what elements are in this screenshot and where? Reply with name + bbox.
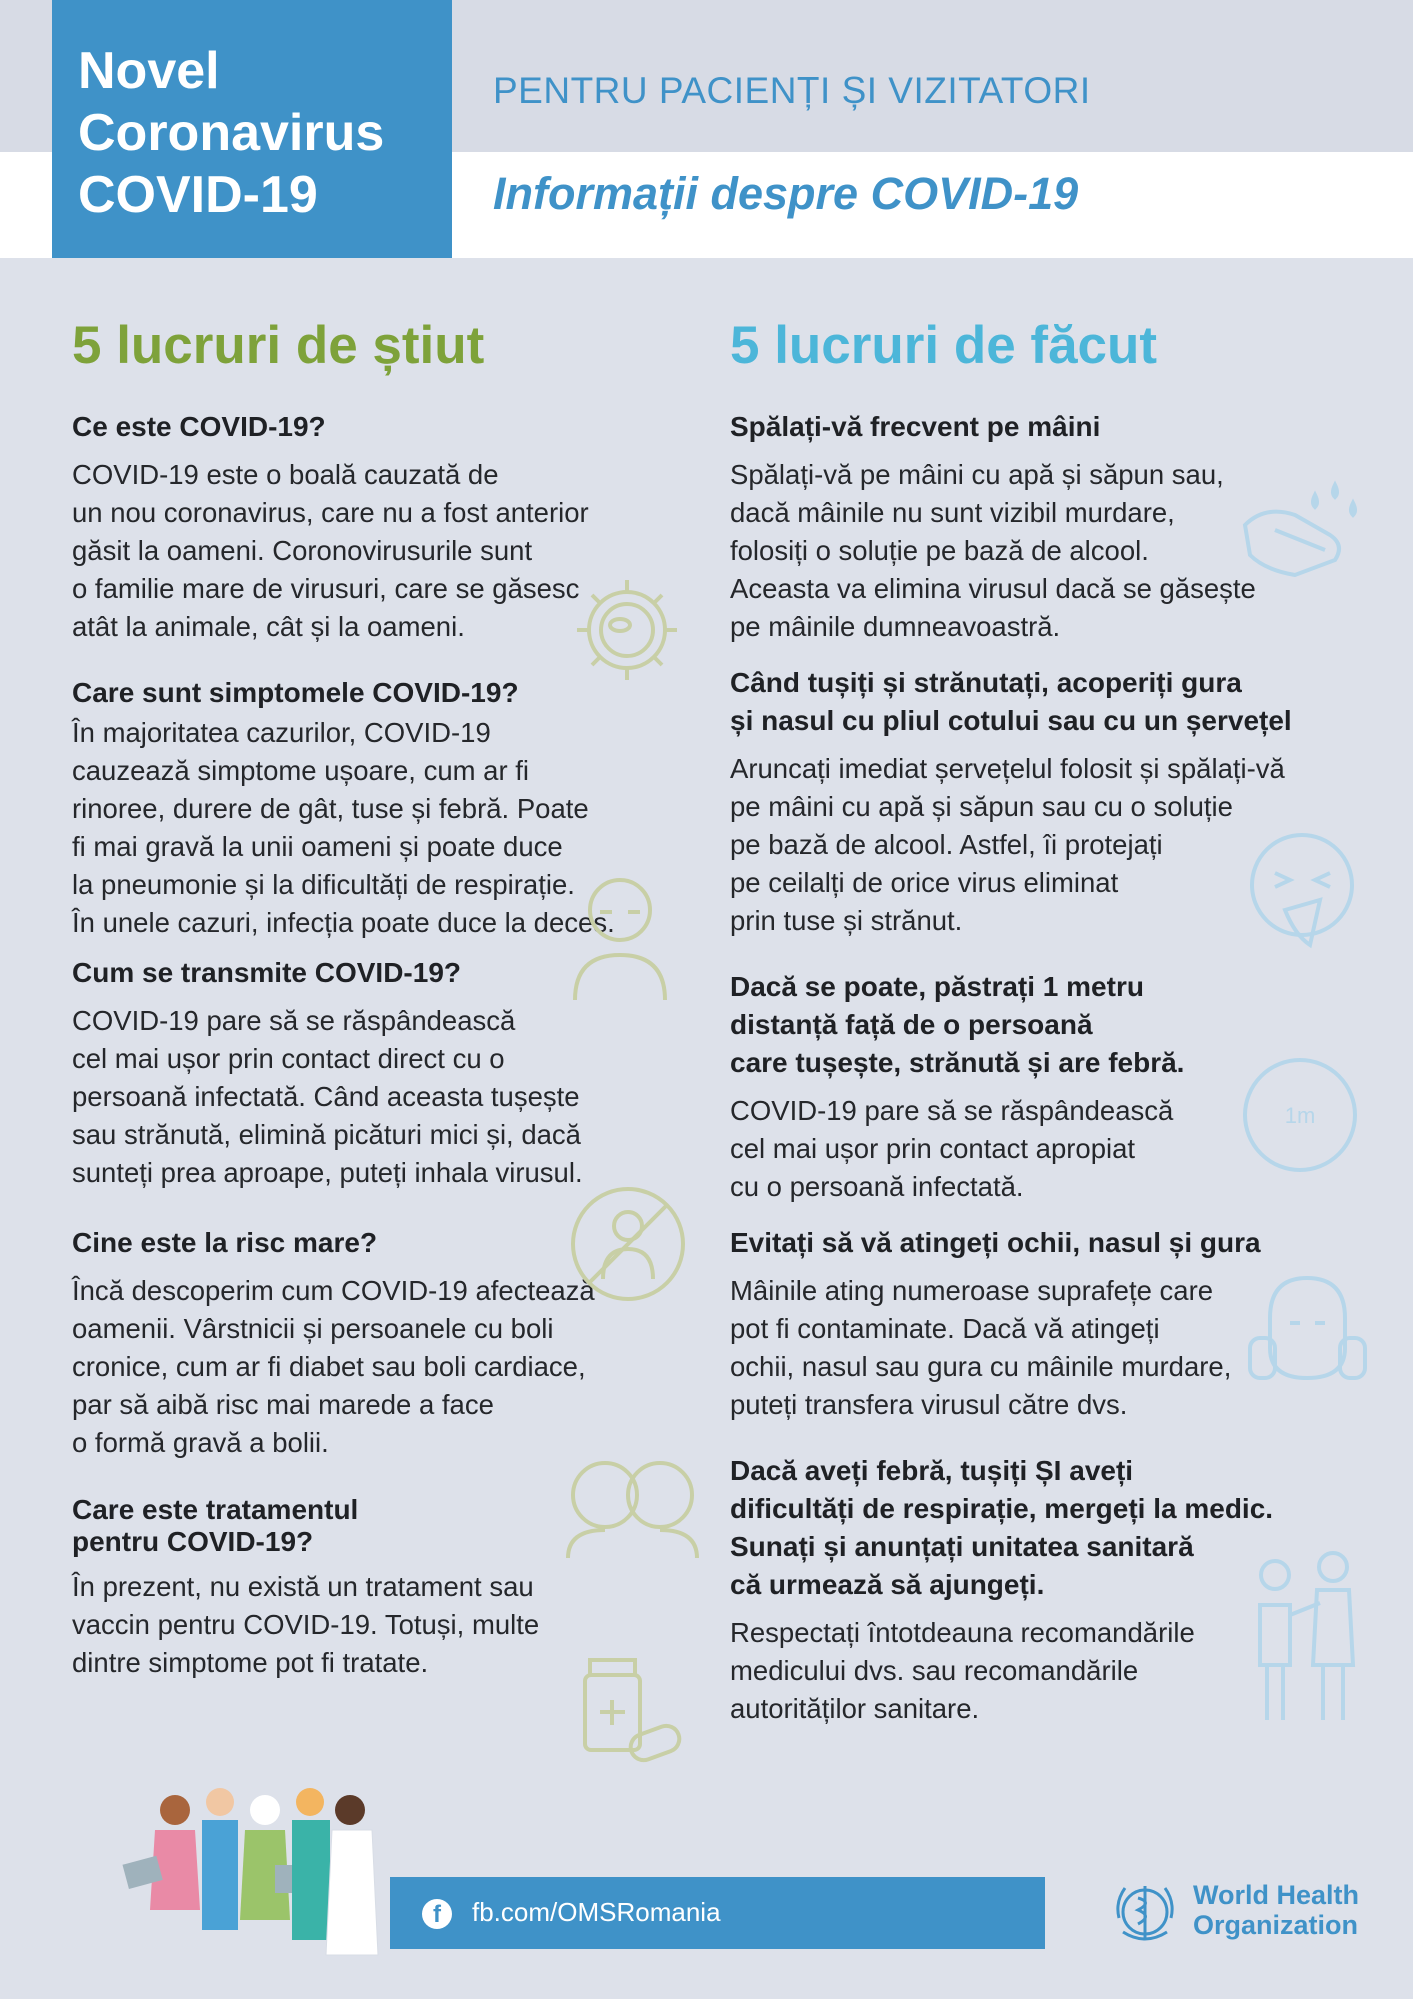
text-line: fi mai gravă la unii oameni și poate duce <box>72 831 563 862</box>
text-line: găsit la oameni. Coronovirusurile sunt <box>72 535 533 566</box>
text-line: pe mâini cu apă și săpun sau cu o soluție <box>730 791 1233 822</box>
question-line: dificultăți de respirație, mergeți la medic. <box>730 1493 1274 1524</box>
text-line: rinoree, durere de gât, tuse și febră. Poate <box>72 793 589 824</box>
text-line: o familie mare de virusuri, care se găsesc <box>72 573 580 604</box>
text-line: medicului dvs. sau recomandările <box>730 1655 1139 1686</box>
text-line: cu o persoană infectată. <box>730 1171 1024 1202</box>
text-line: autorităților sanitare. <box>730 1693 980 1724</box>
section-question: Cine este la risc mare? <box>72 1227 378 1258</box>
text-line: prin tuse și strănut. <box>730 905 963 936</box>
who-logo-text <box>1193 1880 1359 1940</box>
text-line: cauzează simptome ușoare, cum ar fi <box>72 755 529 786</box>
left-column-title: 5 lucruri de știut <box>72 316 485 375</box>
text-line: puteți transfera virusul către dvs. <box>730 1389 1128 1420</box>
title-line-3: COVID-19 <box>78 166 318 224</box>
question-line: Care este tratamentul <box>72 1494 359 1525</box>
info-subtitle: Informații despre COVID-19 <box>493 168 1079 219</box>
medicine-icon <box>575 1655 685 1770</box>
title-line-2: Coronavirus <box>78 104 385 162</box>
text-line: sau strănută, elimină picături mici și, dacă <box>72 1119 581 1150</box>
text-line: cronice, cum ar fi diabet sau boli cardiace, <box>72 1351 586 1382</box>
text-line: ochii, nasul sau gura cu mâinile murdare, <box>730 1351 1232 1382</box>
text-line: atât la animale, cât și la oameni. <box>72 611 465 642</box>
text-line: pe ceilalți de orice virus eliminat <box>730 867 1119 898</box>
text-line: În prezent, nu există un tratament sau <box>72 1571 534 1602</box>
text-line: par să aibă risc mai marede a face <box>72 1389 494 1420</box>
health-workers-illustration <box>120 1780 390 1960</box>
text-line: cel mai ușor prin contact direct cu o <box>72 1043 505 1074</box>
text-line: Aruncați imediat șervețelul folosit și spălați-vă <box>730 753 1285 784</box>
text-line: folosiți o soluție pe bază de alcool. <box>730 535 1149 566</box>
question-line: Dacă se poate, păstrați 1 metru <box>730 971 1144 1002</box>
text-line: Încă descoperim cum COVID-19 afectează <box>72 1275 595 1306</box>
text-line: cel mai ușor prin contact apropiat <box>730 1133 1136 1164</box>
question-line: și nasul cu pliul cotului sau cu un șervețel <box>730 705 1292 736</box>
text-line: o formă gravă a bolii. <box>72 1427 329 1458</box>
question-line: Când tușiți și strănutați, acoperiți gura <box>730 667 1242 698</box>
who-emblem-icon <box>1105 1872 1185 1952</box>
section-question: Ce este COVID-19? <box>72 411 326 442</box>
text-line: pe bază de alcool. Astfel, îi protejați <box>730 829 1163 860</box>
text-line: Respectați întotdeauna recomandările <box>730 1617 1195 1648</box>
text-line: În majoritatea cazurilor, COVID-19 <box>72 717 491 748</box>
text-line: pot fi contaminate. Dacă vă atingeți <box>730 1313 1160 1344</box>
section-question: Care sunt simptomele COVID-19? <box>72 677 519 708</box>
text-line: Aceasta va elimina virusul dacă se găsește <box>730 573 1256 604</box>
no-contact-icon <box>568 1184 688 1304</box>
sneezing-face-icon <box>1240 825 1365 955</box>
question-line: distanță față de o persoană <box>730 1009 1093 1040</box>
who-text-line-1: World Health <box>1193 1880 1360 1910</box>
text-line: Spălați-vă pe mâini cu apă și săpun sau, <box>730 459 1224 490</box>
section-question <box>730 664 1400 740</box>
virus-icon <box>565 575 690 685</box>
question-line: Sunați și anunțați unitatea sanitară <box>730 1531 1194 1562</box>
audience-subtitle: PENTRU PACIENȚI ȘI VIZITATORI <box>493 70 1091 111</box>
sick-person-icon <box>560 870 680 1005</box>
facebook-link[interactable]: fb.com/OMSRomania <box>472 1897 721 1927</box>
text-line: COVID-19 pare să se răspândească <box>730 1095 1174 1126</box>
text-line: oamenii. Vârstnicii și persoanele cu boli <box>72 1313 554 1344</box>
text-line: un nou coronavirus, care nu a fost anterior <box>72 497 589 528</box>
question-line: pentru COVID-19? <box>72 1526 314 1557</box>
question-line: Dacă aveți febră, tușiți ȘI aveți <box>730 1455 1134 1486</box>
doctor-patient-icon <box>1245 1545 1365 1725</box>
text-line: COVID-19 pare să se răspândească <box>72 1005 516 1036</box>
elderly-couple-icon <box>560 1450 705 1560</box>
text-line: Mâinile ating numeroase suprafețe care <box>730 1275 1214 1306</box>
text-line: COVID-19 este o boală cauzată de <box>72 459 499 490</box>
face-touch-icon <box>1245 1268 1370 1388</box>
section-question: Evitați să vă atingeți ochii, nasul și gura <box>730 1227 1261 1258</box>
text-line: În unele cazuri, infecția poate duce la deces. <box>72 907 615 938</box>
text-line: sunteți prea aproape, puteți inhala virusul. <box>72 1157 583 1188</box>
text-line: persoană infectată. Când aceasta tușește <box>72 1081 580 1112</box>
right-column-title: 5 lucruri de făcut <box>730 316 1158 375</box>
text-line: vaccin pentru COVID-19. Totuși, multe <box>72 1609 540 1640</box>
section-question: Cum se transmite COVID-19? <box>72 957 461 988</box>
section-text <box>72 1002 712 1192</box>
question-line: care tușește, strănută și are febră. <box>730 1047 1185 1078</box>
distance-icon <box>1240 1055 1360 1175</box>
text-line: pe mâinile dumneavoastră. <box>730 611 1061 642</box>
text-line: dacă mâinile nu sunt vizibil murdare, <box>730 497 1175 528</box>
text-line: dintre simptome pot fi tratate. <box>72 1647 429 1678</box>
who-text-line-2: Organization <box>1193 1910 1359 1940</box>
hand-washing-icon <box>1235 475 1370 585</box>
question-line: că urmează să ajungeți. <box>730 1569 1045 1600</box>
distance-label: 1m <box>1284 1103 1316 1128</box>
section-question: Spălați-vă frecvent pe mâini <box>730 411 1101 442</box>
text-line: la pneumonie și la dificultăți de respirație. <box>72 869 575 900</box>
title-box <box>52 0 452 258</box>
facebook-icon[interactable]: f <box>422 1899 452 1929</box>
title-line-1: Novel <box>78 42 220 100</box>
